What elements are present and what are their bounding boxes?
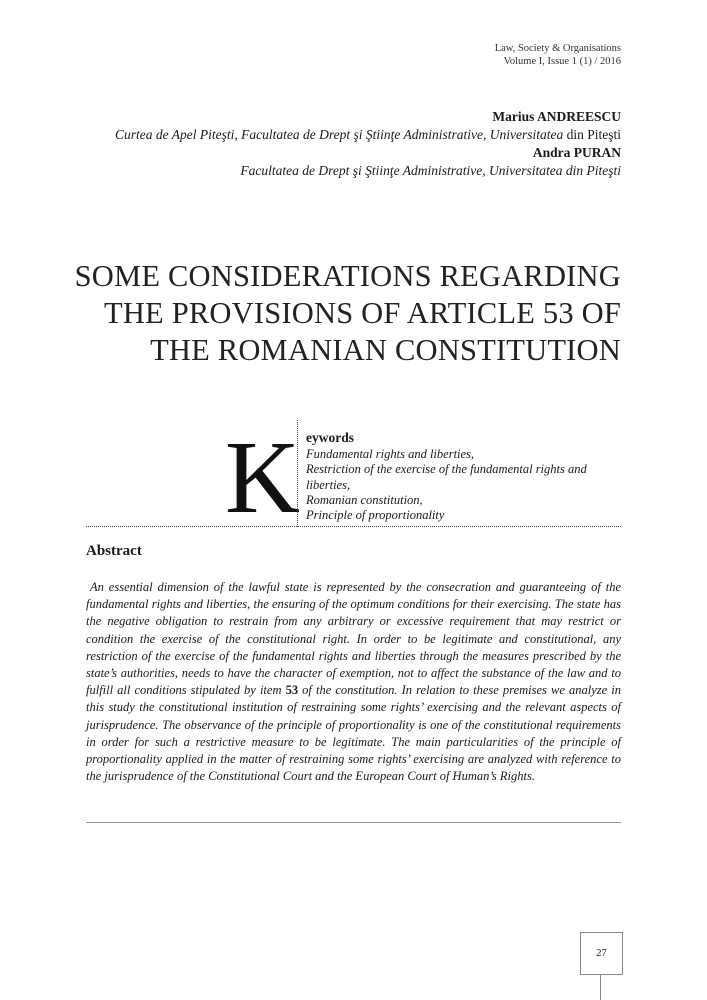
affiliation-2-italic: Facultatea de Drept şi Ştiinţe Administrative, Universitatea din Piteşti <box>240 163 621 178</box>
page-number-tail-line <box>600 974 601 1000</box>
page-number: 27 <box>580 932 623 975</box>
author-affiliation-2 <box>61 162 621 180</box>
keywords-horizontal-divider <box>86 526 621 527</box>
title-line-1: SOME CONSIDERATIONS REGARDING <box>74 259 621 293</box>
keyword-item: Fundamental rights and liberties, <box>306 447 475 462</box>
author-name-2: Andra PURAN <box>532 145 621 160</box>
keyword-item: Restriction of the exercise of the fundamental rights and liberties, <box>306 462 587 492</box>
author-block <box>61 108 621 180</box>
title-line-3: THE ROMANIAN CONSTITUTION <box>150 333 621 367</box>
keywords-drop-letter: K <box>224 420 300 535</box>
abstract-heading: Abstract <box>86 543 142 559</box>
keyword-item: Principle of proportionality <box>306 508 445 523</box>
keywords-block <box>306 430 606 523</box>
author-affiliation-1 <box>61 126 621 144</box>
affiliation-1-italic: Curtea de Apel Piteşti, Facultatea de Drept şi Ştiinţe Administrative, Universitatea <box>115 127 567 142</box>
journal-name: Law, Society & Organisations <box>494 43 621 54</box>
journal-header <box>495 42 621 68</box>
journal-issue: Volume I, Issue 1 (1) / 2016 <box>503 56 621 67</box>
abstract-text <box>86 579 621 785</box>
paper-title <box>61 258 621 369</box>
keywords-vertical-divider <box>297 420 298 527</box>
footer-divider <box>86 822 621 823</box>
title-line-2: THE PROVISIONS OF ARTICLE 53 OF <box>104 296 621 330</box>
keyword-item: Romanian constitution, <box>306 492 423 507</box>
affiliation-1-plain: din Piteşti <box>566 127 621 142</box>
abstract-text-part-1: An essential dimension of the lawful state is represented by the consecration and guaranteeing of the fundamental rights and liberties, the ensuring of the optimum conditions for their exercising. The state has the negative obligation to restrain from any arbitrary or excessive requirement that may restrict or condition the exercise of the constitutional right. In order to be legitimate and constitutional, any restriction of the exercise of the fundamental rights and liberties through the measures prescribed by the state’s authorities, needs to have the character of exemption, not to affect the substance of the law and to fulfill all conditions stipulated by item <box>86 580 621 698</box>
abstract-text-part-2: of the constitution. In relation to these premises we analyze in this study the constitutional institution of restraining some rights’ exercising and the relevant aspects of jurisprudence. The observance of the principle of proportionality is one of the constitutional requirements in order for such a restrictive measure to be legitimate. The main particularities of the principle of proportionality applied in the matter of restraining some rights’ exercising are analyzed with reference to the jurisprudence of the Constitutional Court and the European Court of Human’s Rights. <box>86 683 621 784</box>
abstract-item-number: 53 <box>285 683 299 698</box>
author-name-1: Marius ANDREESCU <box>492 109 621 124</box>
keywords-label: eywords <box>306 430 354 445</box>
